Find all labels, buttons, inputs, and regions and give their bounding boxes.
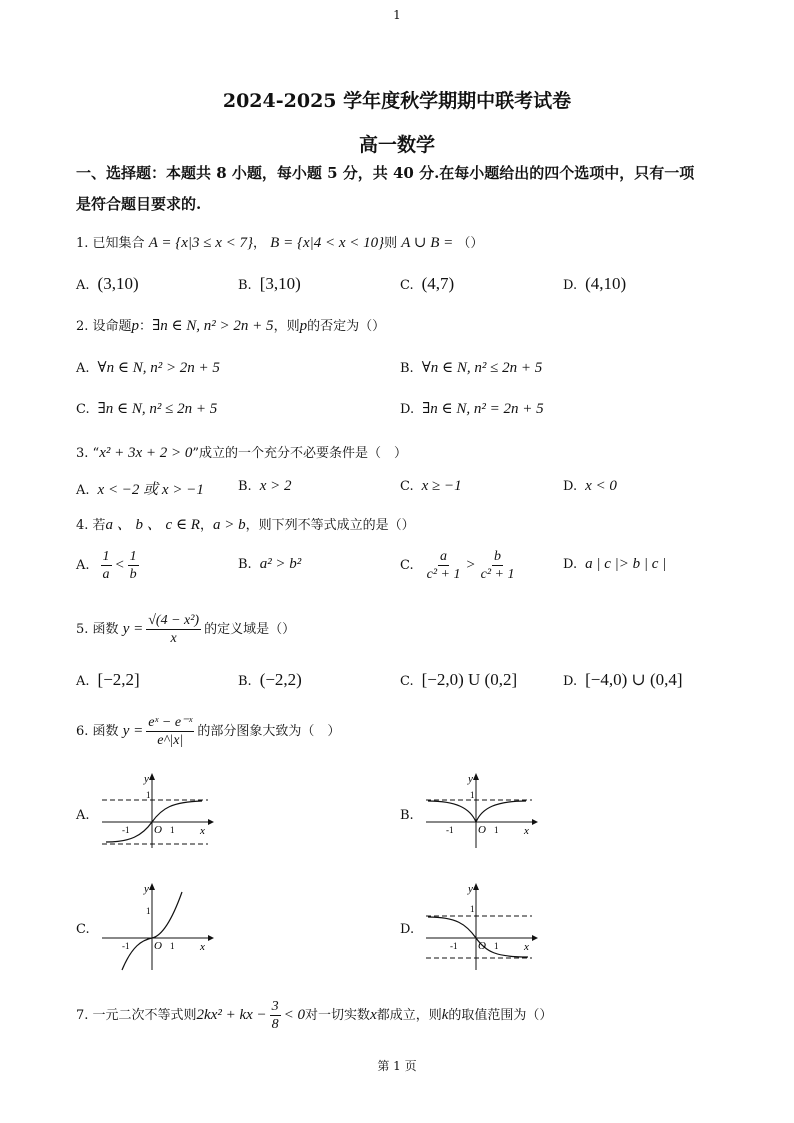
y-axis-arrow xyxy=(149,773,155,780)
option-label: D. xyxy=(400,402,415,417)
option-label: A. xyxy=(76,558,90,573)
q4-option-a[interactable] xyxy=(76,548,142,583)
option-label: B. xyxy=(400,361,414,376)
q4-option-b[interactable] xyxy=(238,556,301,573)
tick-neg1-x: -1 xyxy=(450,941,458,951)
option-value: ∃n ∈ N, n² = 2n + 5 xyxy=(422,401,544,417)
option-label: B. xyxy=(238,674,252,689)
x-axis-arrow xyxy=(208,935,214,941)
x-label: x xyxy=(524,941,529,953)
q6-option-b-label[interactable]: B. xyxy=(400,808,414,823)
q1-prefix: 1. 已知集合 xyxy=(76,236,145,251)
fraction-den: a xyxy=(102,567,110,582)
fraction-den: c² + 1 xyxy=(480,567,515,582)
q7-expr2: < 0 xyxy=(283,1007,306,1023)
option-label: A. xyxy=(76,361,90,376)
q6-prefix: 6. 函数 xyxy=(76,724,119,739)
q4-suffix: ，则下列不等式成立的是（） xyxy=(245,518,415,533)
fraction-den: e^|x| xyxy=(157,733,184,748)
question-3 xyxy=(76,442,407,462)
y-axis-arrow xyxy=(149,883,155,890)
option-label: C. xyxy=(400,479,414,494)
question-1 xyxy=(76,232,483,252)
q4-prefix: 4. 若 xyxy=(76,518,106,533)
option-label: D. xyxy=(563,479,578,494)
fraction-num: 3 xyxy=(271,999,279,1014)
option-value: ∀n ∈ N, n² ≤ 2n + 5 xyxy=(421,360,543,376)
q7-suffix: 的取值范围为（） xyxy=(448,1008,553,1023)
option-value: a | c |> b | c | xyxy=(585,556,667,572)
q2-prefix: 2. 设命题 xyxy=(76,319,132,334)
section-heading-line1: 一、选择题：本题共 8 小题，每小题 5 分，共 40 分.在每小题给出的四个选项中，只有一项 xyxy=(76,164,695,182)
fraction-num: 1 xyxy=(129,549,137,564)
x-axis-arrow xyxy=(532,819,538,825)
option-value: ∀n ∈ N, n² > 2n + 5 xyxy=(97,360,220,376)
option-label: D. xyxy=(563,278,578,293)
tick-1-y: 1 xyxy=(146,790,151,800)
q3-option-a[interactable] xyxy=(76,478,204,499)
q1-sep: ， xyxy=(253,236,267,251)
fraction-num: √(4 − x²) xyxy=(148,613,200,628)
origin-label: O xyxy=(478,824,486,836)
section-heading-line2: 是符合题目要求的. xyxy=(76,195,202,213)
q5-option-a[interactable] xyxy=(76,670,140,690)
y-axis-arrow xyxy=(473,773,479,780)
fraction xyxy=(425,548,463,583)
q4-sep: ， xyxy=(199,518,213,533)
x-axis-arrow xyxy=(208,819,214,825)
q7-k: k xyxy=(441,1007,449,1023)
option-label: C. xyxy=(400,674,414,689)
fraction-den: x xyxy=(170,631,177,646)
q1-option-a[interactable] xyxy=(76,274,139,294)
tick-neg1-x: -1 xyxy=(446,825,454,835)
tick-neg1-x: -1 xyxy=(122,825,130,835)
option-value: x < −2 或 x > −1 xyxy=(97,482,204,498)
q5-suffix: 的定义域是（） xyxy=(204,622,296,637)
page-subtitle: 高一数学 xyxy=(358,134,435,156)
q3-expr: x² + 3x + 2 > 0 xyxy=(99,445,193,461)
tick-neg1-x: -1 xyxy=(122,941,130,951)
option-value: [−2,2] xyxy=(97,670,140,689)
q4-option-d[interactable] xyxy=(563,556,666,573)
option-label: C. xyxy=(400,558,414,573)
fraction xyxy=(128,548,139,583)
q1-set-b: B = {x|4 < x < 10} xyxy=(270,235,385,251)
origin-label: O xyxy=(154,940,162,952)
q5-option-c[interactable] xyxy=(400,670,517,690)
question-7 xyxy=(76,998,552,1033)
fraction xyxy=(270,998,281,1033)
option-label: C. xyxy=(400,278,414,293)
q5-y: y = xyxy=(122,621,144,637)
curve xyxy=(428,801,526,822)
q6-graph-d[interactable] xyxy=(420,880,544,972)
y-label: y xyxy=(468,883,473,895)
q5-option-d[interactable] xyxy=(563,670,683,690)
question-2 xyxy=(76,315,385,335)
option-label: B. xyxy=(238,479,252,494)
option-value: [3,10) xyxy=(259,274,301,293)
fraction xyxy=(146,714,194,749)
q4-cond: a > b xyxy=(213,517,246,533)
option-value: [−4,0) ∪ (0,4] xyxy=(585,670,683,689)
q1-expr: A ∪ B = xyxy=(401,235,454,251)
y-label: y xyxy=(144,883,149,895)
option-value: ∃n ∈ N, n² ≤ 2n + 5 xyxy=(97,401,218,417)
x-label: x xyxy=(200,825,205,837)
fraction-num: b xyxy=(494,549,502,564)
q2-p: p xyxy=(131,318,140,334)
q2-p2: p xyxy=(299,318,308,334)
question-4 xyxy=(76,513,415,534)
x-label: x xyxy=(524,825,529,837)
option-value: (3,10) xyxy=(97,274,139,293)
q3-option-d[interactable] xyxy=(563,478,617,495)
q3-option-b[interactable] xyxy=(238,478,291,495)
origin-label: O xyxy=(478,940,486,952)
q1-paren: （） xyxy=(457,236,484,251)
fraction-num: 1 xyxy=(102,549,110,564)
q6-graph-c[interactable] xyxy=(96,880,216,972)
fraction-den: c² + 1 xyxy=(426,567,461,582)
q7-mid2: 都成立，则 xyxy=(376,1008,442,1023)
q2-option-c[interactable] xyxy=(76,399,217,418)
q5-prefix: 5. 函数 xyxy=(76,622,119,637)
page-title: 2024-2025 学年度秋学期期中联考试卷 xyxy=(222,90,572,112)
q7-expr1: 2kx² + kx − xyxy=(196,1007,267,1023)
option-operator: < xyxy=(114,557,125,573)
option-label: A. xyxy=(76,278,90,293)
page-number-top: 1 xyxy=(393,8,401,22)
y-label: y xyxy=(468,773,473,785)
tick-1-x: 1 xyxy=(170,941,175,951)
section-heading xyxy=(76,158,726,220)
option-label: B. xyxy=(238,557,252,572)
option-label: A. xyxy=(76,483,90,498)
option-value: (−2,2) xyxy=(259,670,302,689)
tick-1-x: 1 xyxy=(494,941,499,951)
q2-option-b[interactable] xyxy=(400,358,542,377)
tick-1-x: 1 xyxy=(494,825,499,835)
y-label: y xyxy=(144,773,149,785)
q3-suffix: ”成立的一个充分不必要条件是（ ） xyxy=(192,446,408,461)
option-value: x < 0 xyxy=(585,478,617,494)
option-label: B. xyxy=(238,278,252,293)
fraction-num: a xyxy=(440,549,448,564)
y-axis-arrow xyxy=(473,883,479,890)
x-label: x xyxy=(200,941,205,953)
question-5 xyxy=(76,612,295,647)
q2-mid: ，则 xyxy=(273,319,300,334)
x-axis-arrow xyxy=(532,935,538,941)
q4-option-c[interactable] xyxy=(400,548,519,583)
fraction-den: b xyxy=(129,567,137,582)
tick-1-y: 1 xyxy=(470,904,475,914)
q2-option-a[interactable] xyxy=(76,358,220,377)
q6-graph-a[interactable] xyxy=(96,770,216,850)
tick-1-y: 1 xyxy=(470,790,475,800)
q6-option-d-label[interactable]: D. xyxy=(400,922,415,937)
option-operator: > xyxy=(465,557,476,573)
fraction-num: eˣ − e⁻ˣ xyxy=(148,715,193,730)
option-value: (4,10) xyxy=(585,274,627,293)
q3-prefix: 3. “ xyxy=(76,446,100,461)
q2-option-d[interactable] xyxy=(400,399,544,418)
option-label: A. xyxy=(76,674,90,689)
q2-suffix: 的否定为（） xyxy=(307,319,386,334)
tick-1-x: 1 xyxy=(170,825,175,835)
option-value: x ≥ −1 xyxy=(421,478,462,494)
option-value: a² > b² xyxy=(259,556,302,572)
fraction-den: 8 xyxy=(271,1017,279,1032)
q6-option-a-label[interactable]: A. xyxy=(76,808,90,823)
fraction xyxy=(101,548,112,583)
q6-suffix: 的部分图象大致为（ ） xyxy=(197,724,341,739)
q6-y: y = xyxy=(122,723,144,739)
fraction xyxy=(146,612,201,647)
q2-statement: ∃n ∈ N, n² > 2n + 5 xyxy=(152,318,274,334)
q7-mid: 对一切实数 xyxy=(305,1008,371,1023)
question-6 xyxy=(76,714,340,749)
fraction xyxy=(479,548,517,583)
q2-colon: ： xyxy=(139,319,153,334)
q6-graph-b[interactable] xyxy=(420,770,540,850)
q1-suffix: 则 xyxy=(384,236,398,251)
option-label: D. xyxy=(563,557,578,572)
option-label: D. xyxy=(563,674,578,689)
option-value: x > 2 xyxy=(259,478,292,494)
page-footer: 第 1 页 xyxy=(377,1059,417,1073)
q5-option-b[interactable] xyxy=(238,670,302,690)
option-value: [−2,0) U (0,2] xyxy=(421,670,518,689)
option-value: (4,7) xyxy=(421,274,455,293)
q1-option-b[interactable] xyxy=(238,274,301,294)
q3-option-c[interactable] xyxy=(400,478,462,495)
tick-1-y: 1 xyxy=(146,906,151,916)
q4-vars: a 、 b 、 c ∈ R xyxy=(105,517,200,533)
q7-prefix: 7. 一元二次不等式则 xyxy=(76,1008,197,1023)
q1-option-d[interactable] xyxy=(563,274,626,294)
q7-x: x xyxy=(370,1007,377,1023)
q1-set-a: A = {x|3 ≤ x < 7} xyxy=(148,235,253,251)
option-label: C. xyxy=(76,402,90,417)
q6-option-c-label[interactable]: C. xyxy=(76,922,90,937)
q1-option-c[interactable] xyxy=(400,274,454,294)
origin-label: O xyxy=(154,824,162,836)
